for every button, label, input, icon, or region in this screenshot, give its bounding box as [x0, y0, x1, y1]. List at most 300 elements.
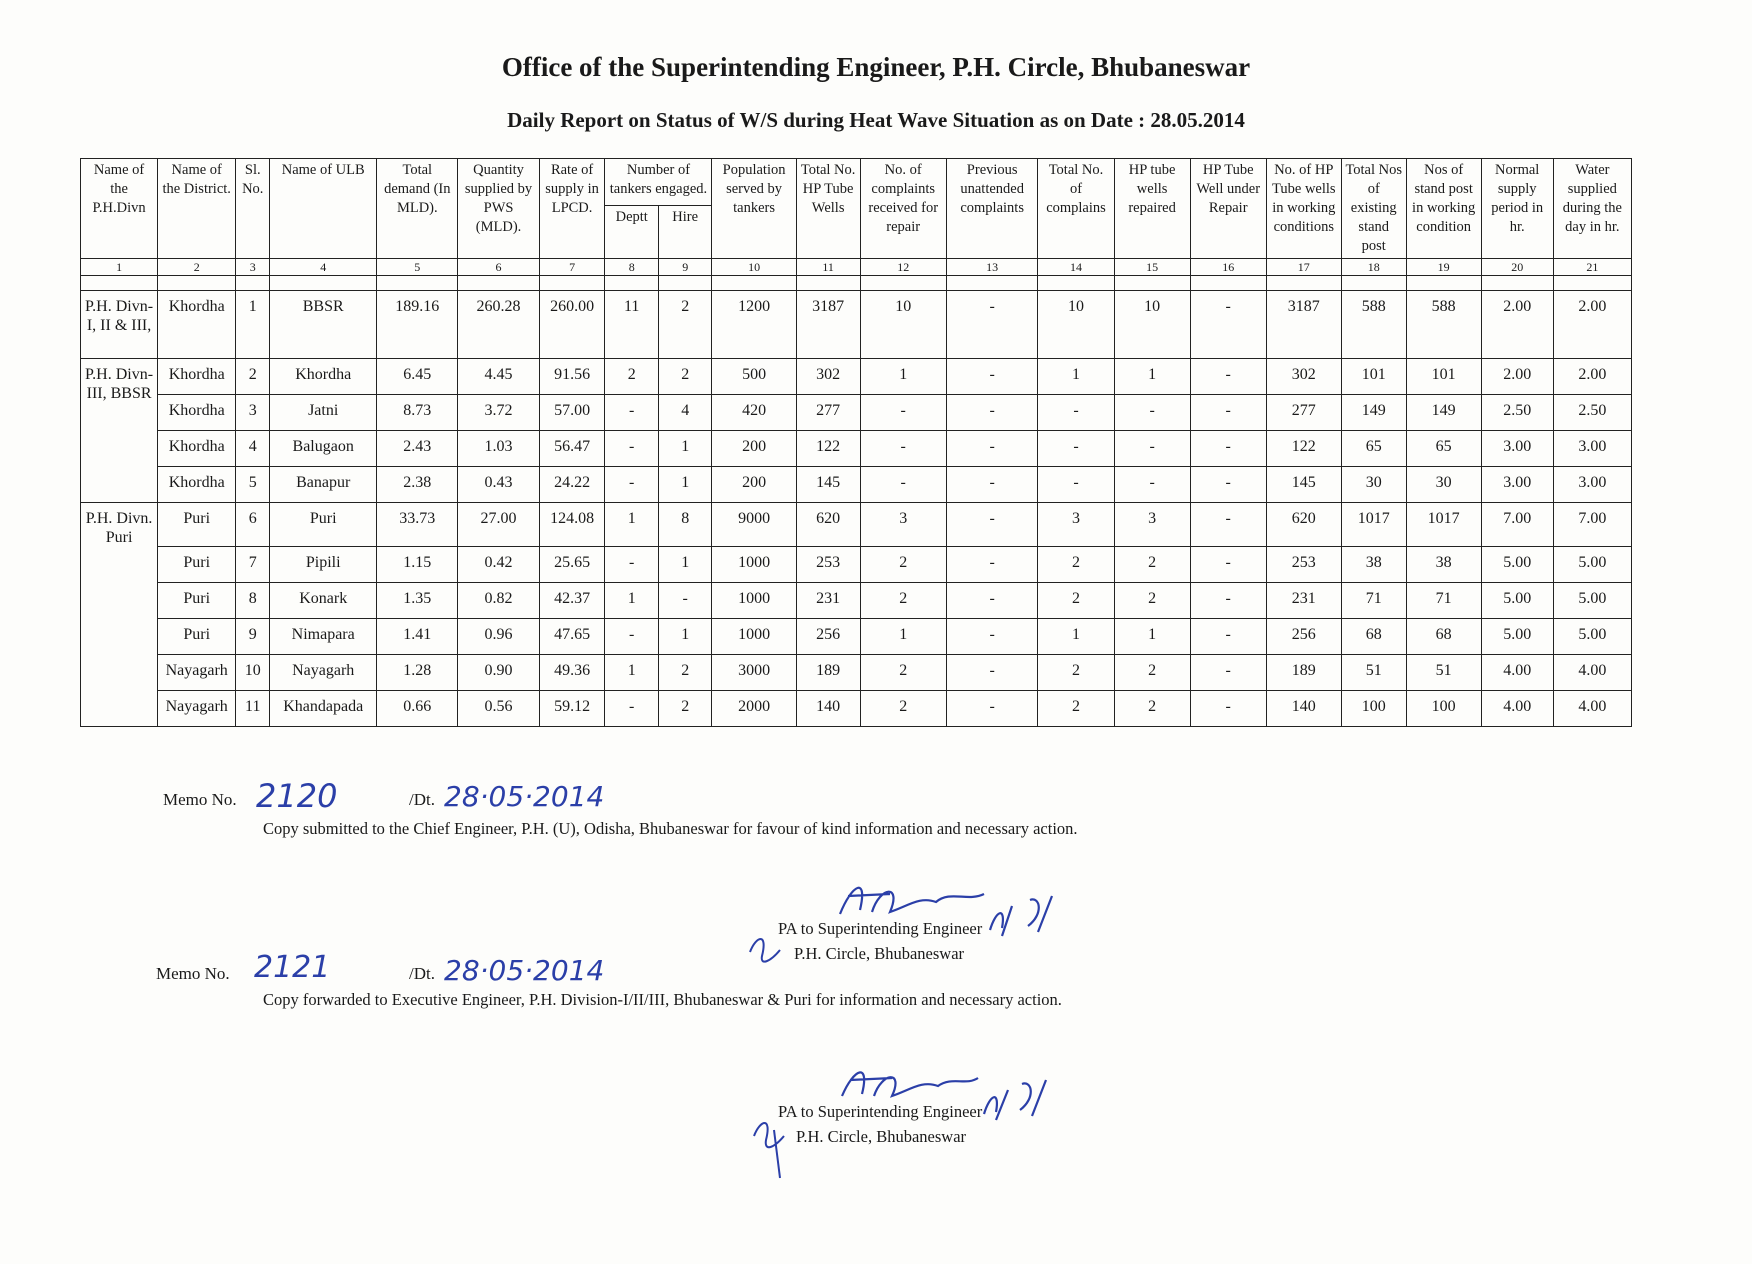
table-cell: 588 [1341, 291, 1406, 359]
header-cell: Total Nos of existing stand post [1341, 159, 1406, 259]
table-cell: 277 [1266, 395, 1341, 431]
table-cell: - [946, 655, 1038, 691]
column-number-cell: 6 [458, 259, 539, 276]
table-cell: - [946, 291, 1038, 359]
memo-2-text: Copy forwarded to Executive Engineer, P.H. Division-I/II/III, Bhubaneswar & Puri for information and necessary action. [263, 990, 1062, 1009]
table-cell: 3187 [796, 291, 860, 359]
column-number-cell: 5 [377, 259, 458, 276]
table-cell: - [1190, 583, 1266, 619]
table-cell: 68 [1341, 619, 1406, 655]
table-cell: 10 [236, 655, 270, 691]
report-subtitle: Daily Report on Status of W/S during Heat Wave Situation as on Date : 28.05.2014 [507, 108, 1245, 132]
header-cell: Name of the P.H.Divn [81, 159, 158, 259]
table-cell: 6.45 [377, 359, 458, 395]
header-cell: Total demand (In MLD). [377, 159, 458, 259]
table-cell: 10 [1114, 291, 1190, 359]
table-cell: 51 [1341, 655, 1406, 691]
table-cell: 2.43 [377, 431, 458, 467]
table-cell: - [946, 431, 1038, 467]
table-cell: Nayagarh [158, 691, 236, 727]
table-cell: 2000 [712, 691, 796, 727]
table-cell: 620 [796, 503, 860, 547]
table-cell: 145 [1266, 467, 1341, 503]
column-number-cell: 13 [946, 259, 1038, 276]
table-cell: - [946, 547, 1038, 583]
table-cell: 231 [1266, 583, 1341, 619]
column-number-cell: 19 [1406, 259, 1481, 276]
memo-2-number: 2121 [254, 950, 331, 985]
table-cell: 59.12 [539, 691, 605, 727]
table-cell: 7.00 [1553, 503, 1631, 547]
table-cell: 71 [1341, 583, 1406, 619]
table-cell: - [860, 395, 946, 431]
header-cell: Population served by tankers [712, 159, 796, 259]
table-cell: - [1038, 431, 1114, 467]
table-cell: 91.56 [539, 359, 605, 395]
table-cell: 3 [860, 503, 946, 547]
table-cell: - [1190, 359, 1266, 395]
table-cell: 3187 [1266, 291, 1341, 359]
table-cell: 0.96 [458, 619, 539, 655]
table-cell: 1 [860, 619, 946, 655]
table-row [81, 395, 1632, 431]
table-cell: 4.00 [1553, 655, 1631, 691]
table-cell: - [605, 395, 658, 431]
table-row [81, 547, 1632, 583]
table-cell: 4.00 [1481, 691, 1553, 727]
table-cell: 42.37 [539, 583, 605, 619]
table-cell: 2 [1038, 547, 1114, 583]
table-cell: 4.00 [1481, 655, 1553, 691]
table-cell: - [946, 619, 1038, 655]
spacer-cell [270, 276, 377, 291]
table-cell: BBSR [270, 291, 377, 359]
spacer-cell [1341, 276, 1406, 291]
table-cell: 5 [236, 467, 270, 503]
header-cell: Quantity supplied by PWS (MLD). [458, 159, 539, 259]
table-cell: - [1190, 691, 1266, 727]
table-cell: 588 [1406, 291, 1481, 359]
table-body [81, 291, 1632, 727]
table-cell: 3.00 [1553, 467, 1631, 503]
table-row [81, 619, 1632, 655]
spacer-cell [1553, 276, 1631, 291]
table-cell: Konark [270, 583, 377, 619]
table-cell: 1 [605, 655, 658, 691]
table-cell: - [1038, 395, 1114, 431]
table-cell: 231 [796, 583, 860, 619]
spacer-cell [236, 276, 270, 291]
table-cell: - [1114, 395, 1190, 431]
table-cell: 1 [658, 467, 711, 503]
table-cell: 253 [796, 547, 860, 583]
table-cell: 2 [1114, 547, 1190, 583]
division-cell: P.H. Divn-III, BBSR [81, 359, 158, 503]
table-cell: Puri [270, 503, 377, 547]
table-cell: Nayagarh [158, 655, 236, 691]
table-cell: Jatni [270, 395, 377, 431]
spacer-cell [796, 276, 860, 291]
memo-1-date: 28·05·2014 [444, 780, 605, 813]
table-cell: 49.36 [539, 655, 605, 691]
spacer-cell [860, 276, 946, 291]
table-cell: 0.90 [458, 655, 539, 691]
table-cell: 200 [712, 431, 796, 467]
column-number-cell: 14 [1038, 259, 1114, 276]
table-cell: Khordha [158, 467, 236, 503]
table-cell: 71 [1406, 583, 1481, 619]
table-cell: 27.00 [458, 503, 539, 547]
table-cell: 9000 [712, 503, 796, 547]
table-cell: 124.08 [539, 503, 605, 547]
column-number-cell: 17 [1266, 259, 1341, 276]
memo-2-date: 28·05·2014 [444, 954, 605, 987]
signatory-2-title: PA to Superintending Engineer [778, 1102, 983, 1121]
table-cell: 1 [1114, 619, 1190, 655]
header-cell: Name of ULB [270, 159, 377, 259]
spacer-cell [1190, 276, 1266, 291]
memo-2-label: Memo No. [156, 964, 230, 983]
table-cell: 1 [860, 359, 946, 395]
table-cell: - [1190, 619, 1266, 655]
table-cell: 24.22 [539, 467, 605, 503]
table-cell: Banapur [270, 467, 377, 503]
table-cell: 8 [236, 583, 270, 619]
table-cell: 1.15 [377, 547, 458, 583]
memo-1-label: Memo No. [163, 790, 237, 809]
table-cell: 2 [1114, 655, 1190, 691]
table-cell: 256 [1266, 619, 1341, 655]
table-cell: 4 [658, 395, 711, 431]
table-cell: 5.00 [1481, 619, 1553, 655]
table-cell: 56.47 [539, 431, 605, 467]
status-table [80, 158, 1632, 727]
table-cell: 4.00 [1553, 691, 1631, 727]
table-cell: 189.16 [377, 291, 458, 359]
spacer-cell [658, 276, 711, 291]
column-number-cell: 10 [712, 259, 796, 276]
spacer-cell [158, 276, 236, 291]
table-cell: 1.28 [377, 655, 458, 691]
header-cell: Rate of supply in LPCD. [539, 159, 605, 259]
spacer-cell [81, 276, 158, 291]
table-cell: 256 [796, 619, 860, 655]
table-cell: 145 [796, 467, 860, 503]
table-cell: 200 [712, 467, 796, 503]
table-cell: - [860, 467, 946, 503]
table-cell: 253 [1266, 547, 1341, 583]
table-cell: Khordha [158, 291, 236, 359]
table-cell: 420 [712, 395, 796, 431]
column-number-cell: 3 [236, 259, 270, 276]
table-row [81, 291, 1632, 359]
table-cell: 2.00 [1553, 291, 1631, 359]
table-cell: 6 [236, 503, 270, 547]
table-cell: 9 [236, 619, 270, 655]
table-cell: Nimapara [270, 619, 377, 655]
column-number-cell: 20 [1481, 259, 1553, 276]
table-cell: - [860, 431, 946, 467]
table-cell: 2.50 [1481, 395, 1553, 431]
column-number-cell: 16 [1190, 259, 1266, 276]
table-cell: Puri [158, 547, 236, 583]
header-cell: Sl. No. [236, 159, 270, 259]
table-cell: 3.00 [1481, 467, 1553, 503]
spacer-cell [605, 276, 658, 291]
table-cell: - [1190, 291, 1266, 359]
table-cell: 2 [860, 691, 946, 727]
table-cell: 260.28 [458, 291, 539, 359]
table-cell: 51 [1406, 655, 1481, 691]
table-row [81, 503, 1632, 547]
table-cell: - [946, 583, 1038, 619]
table-cell: 122 [1266, 431, 1341, 467]
column-number-cell: 12 [860, 259, 946, 276]
signatory-2-office: P.H. Circle, Bhubaneswar [796, 1127, 967, 1146]
table-cell: 1000 [712, 583, 796, 619]
header-cell: Previous unattended complaints [946, 159, 1038, 259]
table-cell: 2 [1114, 691, 1190, 727]
table-cell: 2 [605, 359, 658, 395]
table-cell: 5.00 [1553, 547, 1631, 583]
table-cell: Nayagarh [270, 655, 377, 691]
table-row [81, 691, 1632, 727]
column-number-cell: 9 [658, 259, 711, 276]
table-cell: 1 [658, 547, 711, 583]
table-cell: Khandapada [270, 691, 377, 727]
table-row [81, 583, 1632, 619]
table-cell: - [946, 467, 1038, 503]
header-cell: No. of complaints received for repair [860, 159, 946, 259]
table-cell: 1.35 [377, 583, 458, 619]
column-number-cell: 7 [539, 259, 605, 276]
header-cell: No. of HP Tube wells in working conditions [1266, 159, 1341, 259]
column-number-cell: 18 [1341, 259, 1406, 276]
table-cell: 2 [658, 655, 711, 691]
table-cell: 57.00 [539, 395, 605, 431]
table-cell: - [946, 691, 1038, 727]
memo-1-date-label: /Dt. [409, 790, 435, 809]
table-cell: 0.42 [458, 547, 539, 583]
table-cell: Pipili [270, 547, 377, 583]
table-cell: 2 [860, 547, 946, 583]
table-cell: 1 [658, 431, 711, 467]
table-cell: 100 [1406, 691, 1481, 727]
table-cell: 302 [796, 359, 860, 395]
table-cell: 2 [1038, 655, 1114, 691]
table-cell: 189 [796, 655, 860, 691]
column-number-cell: 21 [1553, 259, 1631, 276]
table-cell: 38 [1341, 547, 1406, 583]
table-cell: 5.00 [1553, 583, 1631, 619]
table-cell: 1 [1038, 619, 1114, 655]
table-cell: 1000 [712, 619, 796, 655]
table-cell: 2.00 [1481, 291, 1553, 359]
table-cell: 38 [1406, 547, 1481, 583]
spacer-cell [1481, 276, 1553, 291]
table-cell: 1 [1114, 359, 1190, 395]
table-cell: Khordha [158, 359, 236, 395]
table-cell: 0.56 [458, 691, 539, 727]
table-cell: 68 [1406, 619, 1481, 655]
header-cell: HP tube wells repaired [1114, 159, 1190, 259]
table-cell: 33.73 [377, 503, 458, 547]
table-cell: Balugaon [270, 431, 377, 467]
table-cell: 2 [658, 291, 711, 359]
table-cell: 30 [1341, 467, 1406, 503]
division-cell: P.H. Divn-I, II & III, [81, 291, 158, 359]
table-cell: 47.65 [539, 619, 605, 655]
table-cell: 4.45 [458, 359, 539, 395]
table-cell: - [946, 503, 1038, 547]
table-cell: 2.38 [377, 467, 458, 503]
table-cell: 0.66 [377, 691, 458, 727]
table-cell: Puri [158, 503, 236, 547]
table-cell: Khordha [270, 359, 377, 395]
header-cell: Normal supply period in hr. [1481, 159, 1553, 259]
table-row [81, 431, 1632, 467]
table-cell: Puri [158, 619, 236, 655]
memo-1-number: 2120 [256, 777, 338, 815]
spacer-cell [458, 276, 539, 291]
table-cell: - [1114, 431, 1190, 467]
table-cell: 10 [860, 291, 946, 359]
header-cell: Total No. of complains [1038, 159, 1114, 259]
table-cell: 4 [236, 431, 270, 467]
header-cell: Water supplied during the day in hr. [1553, 159, 1631, 259]
table-cell: 149 [1406, 395, 1481, 431]
table-cell: - [1190, 467, 1266, 503]
table-cell: - [1190, 503, 1266, 547]
table-cell: 2 [1114, 583, 1190, 619]
table-cell: 10 [1038, 291, 1114, 359]
table-cell: 8 [658, 503, 711, 547]
table-cell: 189 [1266, 655, 1341, 691]
table-cell: 65 [1406, 431, 1481, 467]
table-cell: 1017 [1406, 503, 1481, 547]
column-number-cell: 15 [1114, 259, 1190, 276]
spacer-cell [1406, 276, 1481, 291]
table-cell: 101 [1406, 359, 1481, 395]
spacer-cell [946, 276, 1038, 291]
table-cell: - [1190, 655, 1266, 691]
page-title: Office of the Superintending Engineer, P.H. Circle, Bhubaneswar [501, 52, 1251, 82]
table-cell: 30 [1406, 467, 1481, 503]
table-cell: 1.03 [458, 431, 539, 467]
column-number-cell: 2 [158, 259, 236, 276]
table-cell: 5.00 [1481, 583, 1553, 619]
table-cell: 149 [1341, 395, 1406, 431]
table-cell: 7 [236, 547, 270, 583]
table-cell: 122 [796, 431, 860, 467]
table-cell: 1000 [712, 547, 796, 583]
table-cell: 0.43 [458, 467, 539, 503]
table-cell: - [1038, 467, 1114, 503]
table-cell: 1017 [1341, 503, 1406, 547]
table-cell: 620 [1266, 503, 1341, 547]
table-cell: 2.00 [1481, 359, 1553, 395]
column-number-cell: 4 [270, 259, 377, 276]
table-cell: 3 [1038, 503, 1114, 547]
table-cell: Khordha [158, 395, 236, 431]
table-cell: 8.73 [377, 395, 458, 431]
table-cell: 2.00 [1553, 359, 1631, 395]
table-cell: - [946, 359, 1038, 395]
signatory-1-title: PA to Superintending Engineer [778, 919, 983, 938]
table-cell: 25.65 [539, 547, 605, 583]
column-number-cell: 1 [81, 259, 158, 276]
table-cell: - [1190, 547, 1266, 583]
table-cell: - [1190, 431, 1266, 467]
table-cell: 2 [1038, 583, 1114, 619]
table-cell: 1200 [712, 291, 796, 359]
table-cell: 2 [658, 359, 711, 395]
table-cell: 1 [605, 583, 658, 619]
table-cell: 65 [1341, 431, 1406, 467]
table-cell: 260.00 [539, 291, 605, 359]
spacer-row [81, 276, 1632, 291]
spacer-cell [1114, 276, 1190, 291]
table-row [81, 467, 1632, 503]
table-cell: - [605, 619, 658, 655]
memo-2-date-label: /Dt. [409, 964, 435, 983]
table-cell: - [946, 395, 1038, 431]
table-cell: 3.00 [1481, 431, 1553, 467]
table-cell: - [658, 583, 711, 619]
table-row [81, 655, 1632, 691]
table-cell: 3 [236, 395, 270, 431]
column-number-cell: 11 [796, 259, 860, 276]
table-cell: 302 [1266, 359, 1341, 395]
header-cell: HP Tube Well under Repair [1190, 159, 1266, 259]
header-cell: Total No. HP Tube Wells [796, 159, 860, 259]
table-cell: 2 [860, 655, 946, 691]
division-cell: P.H. Divn. Puri [81, 503, 158, 727]
column-number-cell: 8 [605, 259, 658, 276]
header-cell: Nos of stand post in working condition [1406, 159, 1481, 259]
table-cell: 2 [236, 359, 270, 395]
table-cell: - [605, 467, 658, 503]
table-cell: 3.00 [1553, 431, 1631, 467]
spacer-cell [539, 276, 605, 291]
table-cell: - [1190, 395, 1266, 431]
column-number-row [81, 259, 1632, 276]
table-cell: 1 [236, 291, 270, 359]
header-cell-deptt: Deptt [605, 206, 658, 259]
table-cell: Puri [158, 583, 236, 619]
table-cell: 3.72 [458, 395, 539, 431]
table-cell: 277 [796, 395, 860, 431]
spacer-cell [377, 276, 458, 291]
table-cell: 7.00 [1481, 503, 1553, 547]
table-cell: 2 [658, 691, 711, 727]
table-cell: - [605, 547, 658, 583]
table-cell: Khordha [158, 431, 236, 467]
table-cell: 2 [1038, 691, 1114, 727]
table-cell: 101 [1341, 359, 1406, 395]
table-cell: 3000 [712, 655, 796, 691]
table-cell: 11 [236, 691, 270, 727]
table-cell: 2 [860, 583, 946, 619]
table-cell: 140 [796, 691, 860, 727]
table-cell: 1.41 [377, 619, 458, 655]
table-cell: 5.00 [1553, 619, 1631, 655]
table-cell: 140 [1266, 691, 1341, 727]
header-cell-hire: Hire [658, 206, 711, 259]
table-cell: 2.50 [1553, 395, 1631, 431]
table-cell: 1 [658, 619, 711, 655]
table-cell: 1 [605, 503, 658, 547]
